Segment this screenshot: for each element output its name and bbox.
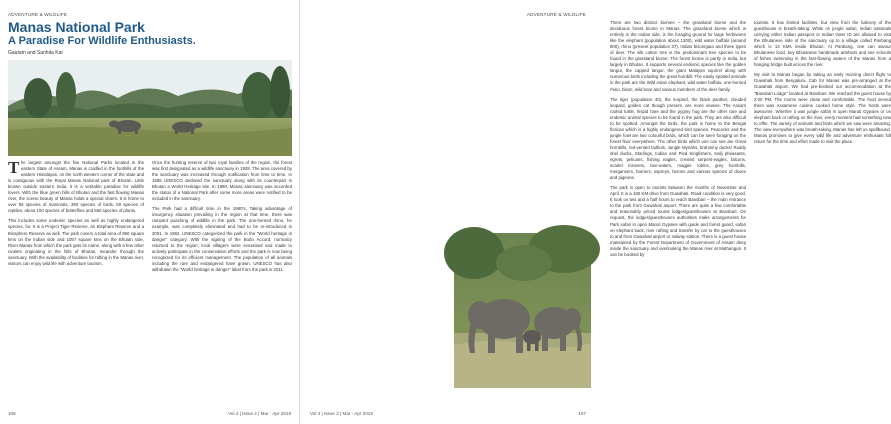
paragraph-8: tourists. It has limited facilities, but view from the balcony of the guesthouse is breath-taking. While on jungle safari, Indian nationals carrying either Indian passport or Indian Voter ID are allowed to visit the Bhutanese side of the sanctuary up to a village called Panbang which is 13 KMs inside Bhutan. At Panbang, one can savour Bhutanese food, buy Bhutanese handmade artefacts and see schools of fishes swimming in the fast-flowing waters of the Manas from a hanging bridge built across the river. bbox=[754, 20, 891, 68]
left-page bbox=[0, 0, 300, 424]
article-title bbox=[8, 20, 196, 47]
paragraph-5: There are two distinct biomes – the grassland biome and the deciduous forest biome in Manas. The grassland biome which is entirely in the Indian side, is the foraging ground for large herbivores like the elephant (population about 1300), wild water buffalo (around 800), rhino (present population 37), Indian bison/gaur and three types of deer. The silk cotton tree is the predominant tree species to be found in the grassland biome. The forest biome is partly in India, but largely in Bhutan. It supports several endemic species like the golden langur, the capped langur, the giant Malayan squirrel along with numerous birds including the great hornbill. The easily spotted animals in the park are the Wild Asian elephant, wild water buffalo, one-horned rhino, bison, wild boar and various members of the deer family. bbox=[610, 20, 746, 92]
page-number-left: 106 bbox=[8, 411, 16, 416]
page-number-right: 107 bbox=[578, 411, 586, 416]
paragraph-2: This includes some endemic species as well as highly endangered species, for, It is a Project Tiger Reserve, an Elephant Reserve and a Biosphere Reserve as well. The park covers a total area of 950 square kms on the Indian side and 1057 square kms on the Bhutan side, River Manas from which the park gets its name, along with a few other rivulets originating in the hills of Bhutan, meander through the sanctuary. With the availability of facilities for rafting in the Manas river, visitors can enjoy wild life with adventure tourism. bbox=[8, 218, 144, 266]
issue-info-left: Vol 4 | Issue 2 | Mar - Apr 2019 bbox=[228, 411, 291, 416]
article-title-line1: Manas National Park bbox=[8, 19, 145, 35]
paragraph-4: The Park had a difficult time in the 1980's. Taking advantage of insurgency situation prevailing in the region at that time, there was rampant poaching of wildlife in the park. The one-horned rhino, for example, was completely eliminated and had to be re-introduced in 2001. In 1992, UNESCO categorized the park in the "World heritage in danger" category. With the signing of the Bodo Accord, normalcy returned to the region; local villagers were sensitised and made to actively participate in the conservation efforts and the park is now being recognized for its efficient management. The population of all animals including the rare and endangered have grown. UNESCO has also withdrawn the "World heritage in danger" label from the park in 2011. bbox=[152, 206, 292, 272]
article-title-line2: A Paradise For Wildlife Enthusiasts. bbox=[8, 34, 196, 47]
issue-info-right: Vol 4 | Issue 2 | Mar - Apr 2019 bbox=[310, 411, 373, 416]
paragraph-1: he largest amongst the five National Parks located in the eastern State of Assam, Manas is cradled in the foothills of the eastern Himalayas, on the north western corner of the state and is contiguous with the Royal Manas National park of Bhutan. Little known outside eastern India, it is a veritable paradise for wildlife lovers. With the blue green hills of Bhutan and the fast flowing Manas river, the scenic beauty of Manas holds a special charm. It is home to over 55 species of mammals, 380 species of birds, 50 species of reptiles, about 100 species of butterflies and 550 species of plants. bbox=[8, 160, 144, 214]
paragraph-3: Once the hunting reserve of two royal families of the region, the forest was first designated as a wildlife sanctuary in 1928. The area covered by the sanctuary was increased through notification from time to time. In 1985 UNESCO declared the sanctuary along with its counterpart in Bhutan a World Heritage site. In 1990, Manas sanctuary was accorded the status of a National Park after some more areas were notified to be included in the sanctuary. bbox=[152, 160, 292, 202]
column-2 bbox=[152, 160, 292, 400]
column-1 bbox=[8, 160, 144, 400]
right-page bbox=[300, 0, 891, 424]
dropcap: T bbox=[8, 158, 20, 177]
section-tag-left: ADVENTURE & WILDLIFE bbox=[8, 12, 68, 17]
column-4 bbox=[754, 20, 891, 230]
paragraph-9: My visit to Manas began by taking an early morning direct flight to Guwahati from Bengaluru. Cab for Manas was pre-arranged at the Guwahati airport. We had pre-booked our accommodation at the "Bansbari Lodge" located at Bansbari. We reached the guest house by 2:00 PM. The rooms were clean and comfortable. The food served there was Assamese cuisine cooked home style. The hosts were awesome. Whether it was jungle safari in open Maruti Gypsies or on elephant back or rafting on the river, every moment had something new to offer. The variety of animals and birds which we saw were amazing. The view everywhere was breath-taking. Manas has left us spellbound. Manas promises to give every wild life and adventure enthusiast full return for the time and effort made to visit the place. bbox=[754, 72, 891, 144]
article-authors: Gautam and Sanhita Kar bbox=[8, 50, 64, 56]
elephants-photo bbox=[454, 233, 591, 388]
section-tag-right: ADVENTURE & WILDLIFE bbox=[526, 12, 586, 17]
paragraph-7: The park is open to tourists between the months of November and April. It is a 180 KM drive from Guwahati. Road condition is very good. It took us two and a half hours to reach Bansbari – the main entrance to the park from Guwahati airport. There are quite a few comfortable and reasonably priced tourist lodges/guesthouses at Bansbari. On request, the lodges/guesthouses authorities make arrangements for Park safari in open Maruti Gypsies with guide and forest guard, safari on elephant back, river rafting and transfer by car to the guesthouses to and from Guwahati airport or railway station. There is a guest house maintained by the Forest Department of Government of Assam deep inside the sanctuary and overlooking the Manas river at Mathanguri. It can be booked by bbox=[610, 185, 746, 257]
rhino-grassland-photo bbox=[8, 60, 292, 156]
column-3 bbox=[610, 20, 746, 388]
paragraph-6: The tiger (population 40), the leopard, the black panther, clouded leopard, golden cat though present, are more elusive. The Assam roofed turtle, hispid hare and the pygmy hog are the other rare and endemic animal species to be found in the park. They are also difficult to be spotted. Amongst the birds, the park is home to the Bengal florican which is a highly endangered bird species. Peacocks and the jungle fowl are two colourful birds, which can be seen foraging on the forest floor everywhere. The other birds which one can see are Great hornbills, red-vented bulbuls, Jungle Mynahs, brahminy ducks/ Ruddy shel ducks, Starlings, Indian and Pied Kingfishers, Kalij pheasants, egrets, pelicans, fishing eagles, crested serpent-eagles, falcons, scarlet minivets, bee-eaters, magpie robins, grey hornbills, mergansers, harriers, ospreys, herons and various species of doves and pigeons. bbox=[610, 96, 746, 181]
